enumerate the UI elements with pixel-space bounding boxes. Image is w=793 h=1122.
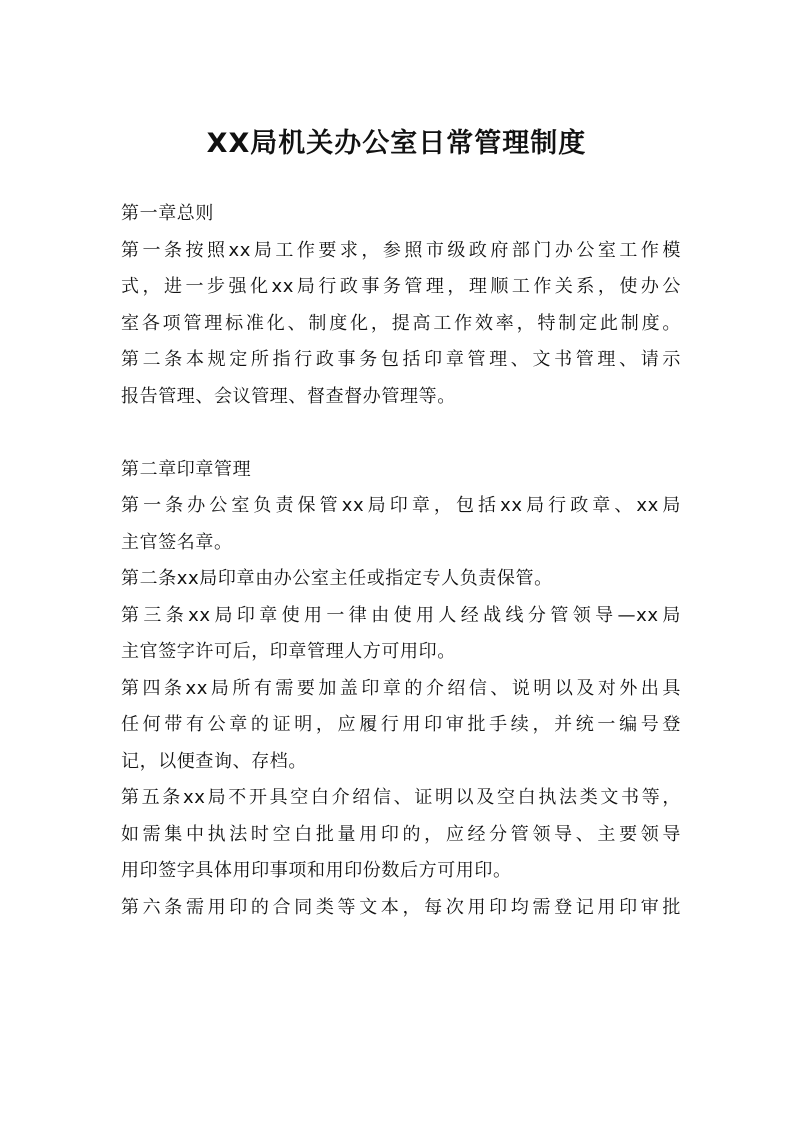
paragraph-line: 第一条办公室负责保管xx局印章，包括xx局行政章、xx局 bbox=[121, 495, 681, 516]
paragraph-line: 第二条本规定所指行政事务包括印章管理、文书管理、请示 bbox=[121, 349, 681, 370]
paragraph-line: 主官签字许可后，印章管理人方可用印。 bbox=[121, 641, 456, 662]
paragraph-line: 记，以便查询、存档。 bbox=[121, 750, 307, 772]
paragraph-line: 第四条xx局所有需要加盖印章的介绍信、说明以及对外出具 bbox=[121, 677, 681, 699]
chapter-heading: 第二章印章管理 bbox=[121, 458, 252, 480]
paragraph-line: 第一条按照xx局工作要求，参照市级政府部门办公室工作模 bbox=[121, 239, 681, 261]
paragraph-line: 第三条xx局印章使用一律由使用人经战线分管领导—xx局 bbox=[121, 604, 681, 626]
paragraph-line: 主官签名章。 bbox=[121, 531, 233, 553]
paragraph-line: 第五条xx局不开具空白介绍信、证明以及空白执法类文书等， bbox=[121, 787, 681, 808]
paragraph-line: 报告管理、会议管理、督查督办管理等。 bbox=[121, 385, 456, 407]
paragraph-line: 第二条xx局印章由办公室主任或指定专人负责保管。 bbox=[121, 568, 553, 589]
blank-line bbox=[121, 415, 681, 452]
chapter-heading: 第一章总则 bbox=[121, 203, 214, 224]
paragraph-line: 第六条需用印的合同类等文本，每次用印均需登记用印审批 bbox=[121, 896, 681, 918]
paragraph-line: 用印签字具体用印事项和用印份数后方可用印。 bbox=[121, 860, 512, 881]
paragraph-line: 室各项管理标准化、制度化，提高工作效率，特制定此制度。 bbox=[121, 312, 681, 334]
paragraph-line: 任何带有公章的证明，应履行用印审批手续，并统一编号登 bbox=[121, 714, 681, 735]
paragraph-line: 式，进一步强化xx局行政事务管理，理顺工作关系，使办公 bbox=[121, 276, 681, 297]
document-body bbox=[121, 196, 681, 926]
paragraph-line: 如需集中执法时空白批量用印的，应经分管领导、主要领导 bbox=[121, 823, 681, 845]
document-title: XX局机关办公室日常管理制度 bbox=[206, 128, 587, 159]
